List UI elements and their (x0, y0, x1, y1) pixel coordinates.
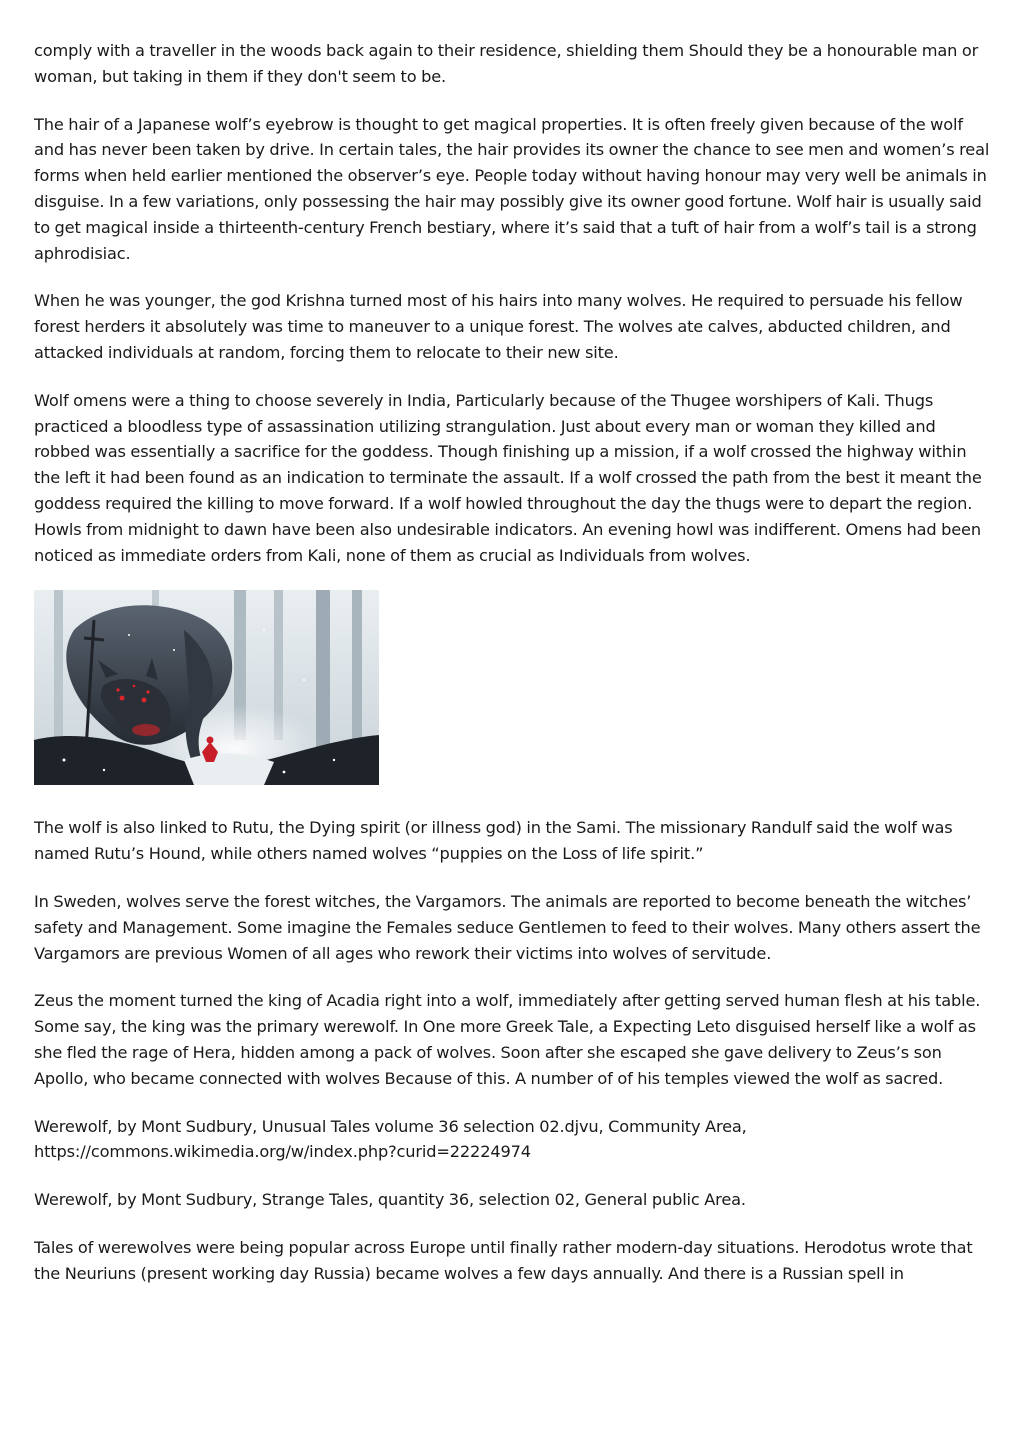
paragraph-1: comply with a traveller in the woods back again to their residence, shielding them Should they be a honourable man or woman, but taking in them if they don't seem to be. (34, 41, 979, 86)
wolf-illustration (34, 590, 379, 785)
document-page (34, 38, 990, 1309)
paragraph-5: The wolf is also linked to Rutu, the Dying spirit (or illness god) in the Sami. The missionary Randulf said the wolf was named Rutu’s Hound, while others named wolves “puppies on the Loss of life spirit.” (34, 818, 953, 864)
paragraph-6: In Sweden, wolves serve the forest witches, the Vargamors. The animals are reported to become beneath the witches’ safety and Management. Some imagine the Females seduce Gentlemen to feed to their wolves. Many others assert the Vargamors are previous Women of all ages who rework their victims into wolves of servitude. (34, 891, 981, 963)
paragraph-7: Zeus the moment turned the king of Acadia right into a wolf, immediately after getting served human flesh at his table. Some say, the king was the primary werewolf. In One more Greek Tale, a Expecting Leto disguised herself like a wolf as she fled the rage of Hera, hidden among a pack of wolves. Soon after she escaped she gave delivery to Zeus’s son Apollo, who became connected with wolves Because of this. A number of of his temples viewed the wolf as sacred. (34, 991, 981, 1088)
image-credit-2: Werewolf, by Mont Sudbury, Strange Tales, quantity 36, selection 02, General public Area. (34, 1190, 746, 1210)
paragraph-3: When he was younger, the god Krishna turned most of his hairs into many wolves. He required to persuade his fellow forest herders it absolutely was time to maneuver to a unique forest. The wolves ate calves, abducted children, and attacked individuals at random, forcing them to relocate to their new site. (34, 291, 963, 362)
paragraph-2: The hair of a Japanese wolf’s eyebrow is thought to get magical properties. It is often freely given because of the wolf and has never been taken by drive. In certain tales, the hair provides its owner the chance to see men and women’s real forms when held earlier mentioned the observer’s eye. People today without having honour may very well be animals in disguise. In a few variations, only possessing the hair may possibly give its owner good fortune. Wolf hair is usually said to get magical inside a thirteenth-century French bestiary, where it’s said that a tuft of hair from a wolf’s tail is a strong aphrodisiac. (34, 114, 990, 263)
paragraph-8: Tales of werewolves were being popular across Europe until finally rather modern-day situations. Herodotus wrote that the Neuriuns (present working day Russia) became wolves a few days annually. And there is a Russian spell in (34, 1237, 973, 1283)
image-credit-1: Werewolf, by Mont Sudbury, Unusual Tales volume 36 selection 02.djvu, Community Area, https://commons.wikimedia.org/w/index.php?curid=22224974 (34, 1116, 747, 1162)
paragraph-4: Wolf omens were a thing to choose severely in India, Particularly because of the Thugee worshipers of Kali. Thugs practiced a bloodless type of assassination utilizing strangulation. Just about every man or woman they killed and robbed was essentially a sacrifice for the goddess. Though finishing up a mission, if a wolf crossed the highway within the left it had been found as an indication to terminate the assault. If a wolf crossed the path from the best it meant the goddess required the killing to move forward. If a wolf howled throughout the day the thugs were to depart the region. Howls from midnight to dawn have been also undesirable indicators. An evening howl was indifferent. Omens had been noticed as immediate orders from Kali, none of them as crucial as Individuals from wolves. (34, 390, 982, 565)
giant-wolf-in-snowy-forest-illustration-icon (34, 590, 379, 785)
